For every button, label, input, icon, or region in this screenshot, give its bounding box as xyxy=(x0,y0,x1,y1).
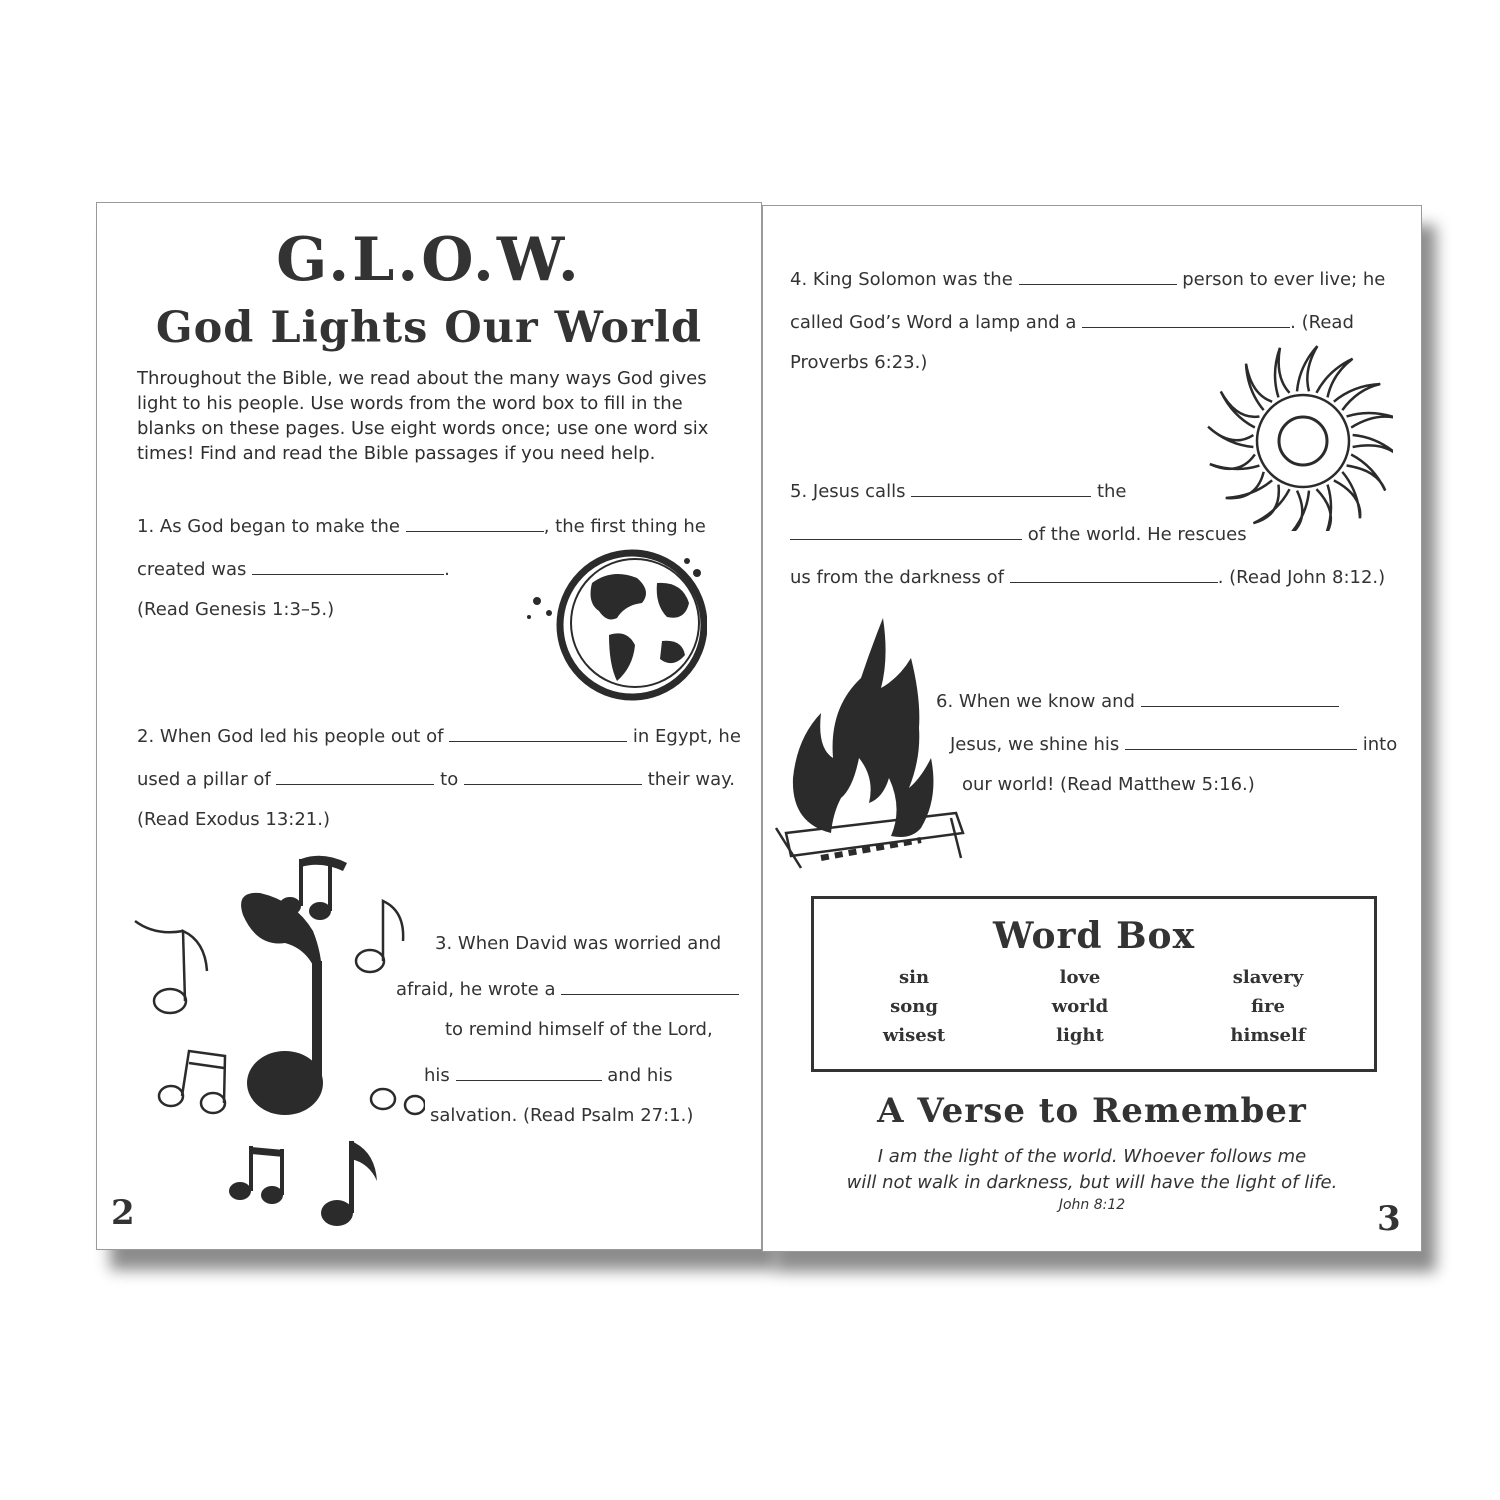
word-world: world xyxy=(1051,996,1109,1017)
page-title: G.L.O.W. xyxy=(276,225,582,295)
q2-text-a: 2. When God led his people out of xyxy=(137,726,444,747)
q6-blank-1[interactable] xyxy=(1141,688,1339,707)
q2-text-e: their way. xyxy=(647,769,735,790)
q5-text-a: 5. Jesus calls xyxy=(790,481,906,502)
question-4-line-2 xyxy=(790,309,1354,333)
word-box-title: Word Box xyxy=(992,915,1196,957)
q6-text-c: into xyxy=(1362,734,1398,755)
page-number-left: 2 xyxy=(111,1193,135,1233)
q3-text-e: and his xyxy=(607,1065,673,1086)
q1-text-d: . xyxy=(444,559,450,580)
verse-title: A Verse to Remember xyxy=(877,1091,1307,1131)
word-sin: sin xyxy=(898,967,930,988)
sun-ray xyxy=(1246,364,1272,410)
q5-blank-1[interactable] xyxy=(911,478,1091,497)
q4-blank-2[interactable] xyxy=(1082,309,1290,328)
verse-reference: John 8:12 xyxy=(1058,1197,1126,1213)
q5-text-c: of the world. He rescues xyxy=(1027,524,1247,545)
q1-reference: (Read Genesis 1:3–5.) xyxy=(137,599,335,620)
sun-ray xyxy=(1316,485,1331,531)
left-page xyxy=(96,202,762,1250)
word-wisest: wisest xyxy=(882,1025,946,1046)
q4-blank-1[interactable] xyxy=(1019,266,1177,285)
question-6-line-2 xyxy=(950,731,1397,755)
page-subtitle: God Lights Our World xyxy=(155,303,703,353)
sun-ray xyxy=(1347,413,1393,428)
page-number-right: 3 xyxy=(1377,1199,1401,1239)
q1-blank-1[interactable] xyxy=(406,513,544,532)
sun-ray xyxy=(1289,491,1309,531)
q2-blank-2[interactable] xyxy=(276,766,434,785)
q5-text-d: us from the darkness of xyxy=(790,567,1004,588)
question-6-line-1 xyxy=(936,688,1339,712)
verse-line-2: will not walk in darkness, but will have the light of life. xyxy=(846,1172,1338,1193)
word-fire: fire xyxy=(1250,996,1286,1017)
q3-text-f: salvation. (Read Psalm 27:1.) xyxy=(430,1105,694,1126)
word-slavery: slavery xyxy=(1232,967,1304,988)
right-page xyxy=(762,205,1422,1252)
sun-ray xyxy=(1297,346,1317,391)
q6-text-b: Jesus, we shine his xyxy=(950,734,1120,755)
question-2-line-2 xyxy=(137,766,735,790)
question-5-line-3 xyxy=(790,564,1385,588)
q1-text-c: created was xyxy=(137,559,247,580)
q1-text-b: , the first thing he xyxy=(543,516,706,537)
word-himself: himself xyxy=(1230,1025,1306,1046)
q1-text-a: 1. As God began to make the xyxy=(137,516,400,537)
sun-ray xyxy=(1210,454,1260,469)
question-1-line-1 xyxy=(137,513,706,537)
question-1-line-2 xyxy=(137,556,450,580)
sun-ray xyxy=(1334,384,1380,410)
q3-text-c: to remind himself of the Lord, xyxy=(445,1019,713,1040)
sun-ray xyxy=(1208,427,1253,447)
instructions: Throughout the Bible, we read about the many ways God gives light to his people. Use words from the word box to fill in the blanks on these pages. Use eight words once; use one word six times! Find and read the Bible passages if you need help. xyxy=(137,368,709,464)
q5-text-b: the xyxy=(1096,481,1127,502)
q5-blank-3[interactable] xyxy=(1010,564,1218,583)
earth-globe-icon xyxy=(517,543,707,708)
question-2-line-1 xyxy=(137,723,741,747)
sun-icon xyxy=(1193,336,1393,531)
q2-text-d: to xyxy=(440,769,459,790)
question-3-line-2 xyxy=(396,976,739,1000)
question-4-line-1 xyxy=(790,266,1385,290)
sun-ray xyxy=(1226,472,1272,498)
q3-blank-2[interactable] xyxy=(456,1062,602,1081)
verse-line-1: I am the light of the world. Whoever follows me xyxy=(877,1146,1307,1167)
q2-reference: (Read Exodus 13:21.) xyxy=(137,809,331,830)
q4-text-c: called God’s Word a lamp and a xyxy=(790,312,1077,333)
question-3-line-4 xyxy=(424,1062,673,1086)
question-5-line-1 xyxy=(790,478,1127,502)
word-love: love xyxy=(1059,967,1101,988)
q4-text-d: . (Read xyxy=(1290,312,1354,333)
q5-text-e: . (Read John 8:12.) xyxy=(1217,567,1386,588)
music-notes-icon xyxy=(125,851,425,1246)
sun-ray xyxy=(1275,348,1290,398)
q5-blank-2[interactable] xyxy=(790,521,1022,540)
q3-text-b: afraid, he wrote a xyxy=(396,979,556,1000)
q3-text-d: his xyxy=(424,1065,450,1086)
q2-text-b: in Egypt, he xyxy=(632,726,741,747)
q4-text-e: Proverbs 6:23.) xyxy=(790,352,928,373)
q6-text-d: our world! (Read Matthew 5:16.) xyxy=(962,774,1255,795)
q6-blank-2[interactable] xyxy=(1125,731,1357,750)
word-light: light xyxy=(1056,1025,1104,1046)
sun-ray xyxy=(1334,472,1360,518)
q3-text-a: 3. When David was worried and xyxy=(435,933,722,954)
word-song: song xyxy=(890,996,938,1017)
word-box xyxy=(811,896,1377,1072)
q6-text-a: 6. When we know and xyxy=(936,691,1135,712)
q2-text-c: used a pillar of xyxy=(137,769,271,790)
question-5-line-2 xyxy=(790,521,1247,545)
q2-blank-3[interactable] xyxy=(464,766,642,785)
sun-ray xyxy=(1353,435,1393,455)
q4-text-a: 4. King Solomon was the xyxy=(790,269,1013,290)
q2-blank-1[interactable] xyxy=(449,723,627,742)
q1-blank-2[interactable] xyxy=(252,556,444,575)
campfire-icon xyxy=(771,618,971,873)
q3-blank-1[interactable] xyxy=(561,976,739,995)
q4-text-b: person to ever live; he xyxy=(1182,269,1386,290)
